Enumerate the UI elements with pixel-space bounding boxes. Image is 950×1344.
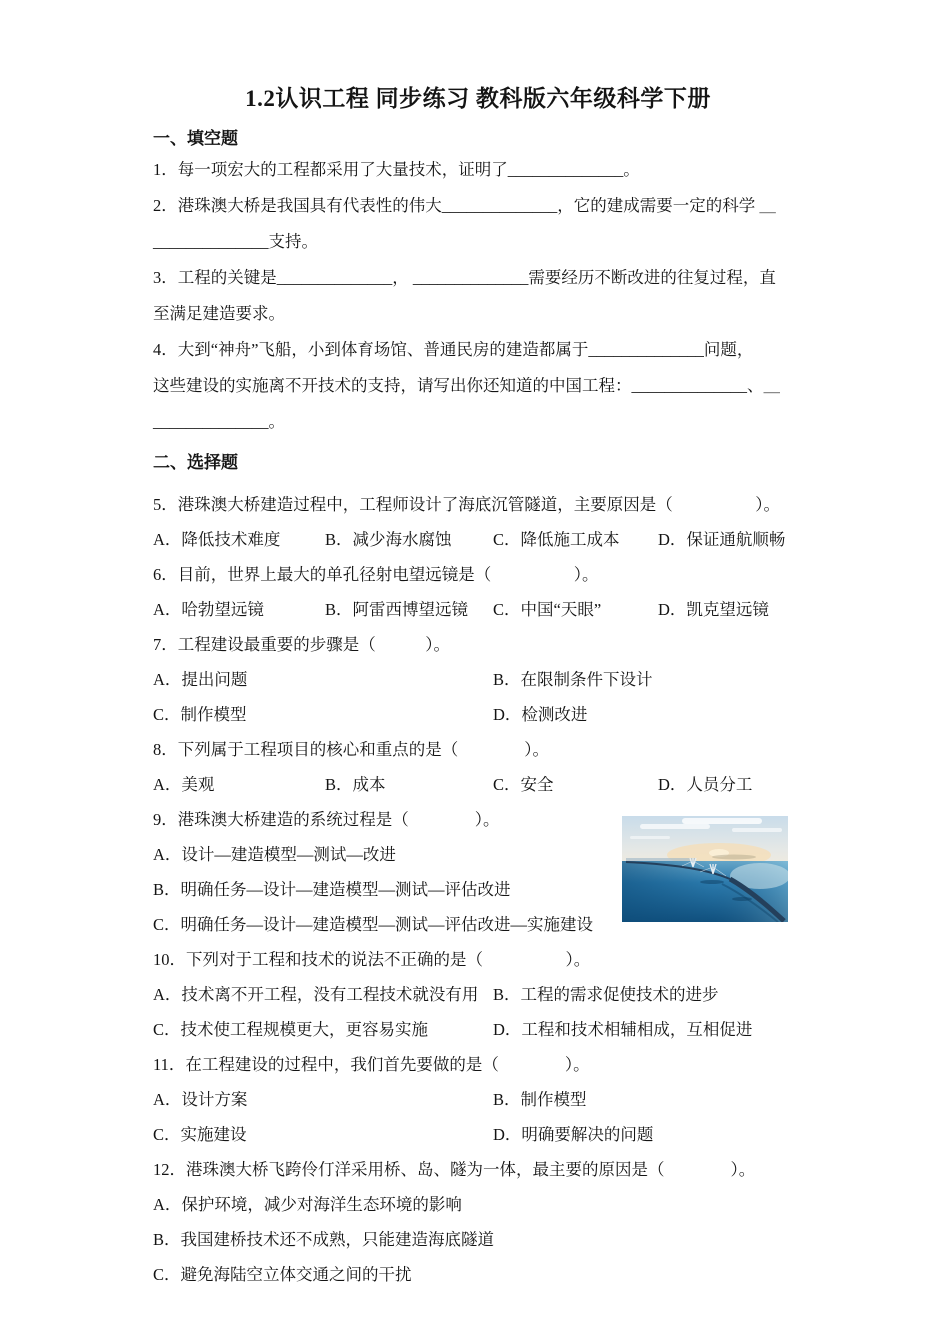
- option-q6-d: D．凯克望远镜: [658, 600, 769, 619]
- question-8-stem: 8．下列属于工程项目的核心和重点的是（ ）。: [153, 740, 549, 759]
- option-q5-a: A．降低技术难度: [153, 530, 281, 549]
- option-q8-c: C．安全: [493, 775, 554, 794]
- option-q12-b: B．我国建桥技术还不成熟，只能建造海底隧道: [153, 1230, 495, 1249]
- option-q10-a: A．技术离不开工程，没有工程技术就没有用: [153, 985, 479, 1004]
- option-q5-c: C．降低施工成本: [493, 530, 620, 549]
- option-q11-a: A．设计方案: [153, 1090, 248, 1109]
- option-q7-b: B．在限制条件下设计: [493, 670, 653, 689]
- option-q11-c: C．实施建设: [153, 1125, 247, 1144]
- option-q6-c: C．中国“天眼”: [493, 600, 602, 619]
- option-q9-a: A．设计—建造模型—测试—改进: [153, 845, 396, 864]
- question-11-options-row-1: [153, 1088, 803, 1123]
- option-q11-d: D．明确要解决的问题: [493, 1125, 654, 1144]
- question-10-stem: 10．下列对于工程和技术的说法不正确的是（ ）。: [153, 950, 591, 969]
- option-q10-c: C．技术使工程规模更大，更容易实施: [153, 1020, 429, 1039]
- question-1-text: 1．每一项宏大的工程都采用了大量技术，证明了______________。: [153, 160, 640, 179]
- question-4-line-1: 4．大到“神舟”飞船，小到体育场馆、普通民房的建造都属于______________问题，: [153, 340, 754, 359]
- option-q5-d: D．保证通航顺畅: [658, 530, 786, 549]
- option-q12-a: A．保护环境，减少对海洋生态环境的影响: [153, 1195, 462, 1214]
- question-11-stem: 11．在工程建设的过程中，我们首先要做的是（ ）。: [153, 1055, 590, 1074]
- question-7-options-row-2: [153, 703, 803, 738]
- option-q6-b: B．阿雷西博望远镜: [325, 600, 469, 619]
- question-2-line-1: 2．港珠澳大桥是我国具有代表性的伟大______________，它的建成需要一定的科学 ＿: [153, 196, 776, 215]
- question-5-options: [153, 528, 803, 563]
- question-5-stem: 5．港珠澳大桥建造过程中，工程师设计了海底沉管隧道，主要原因是（ ）。: [153, 495, 780, 514]
- option-q11-b: B．制作模型: [493, 1090, 587, 1109]
- option-q6-a: A．哈勃望远镜: [153, 600, 264, 619]
- question-9-stem: 9．港珠澳大桥建造的系统过程是（ ）。: [153, 810, 500, 829]
- option-q12-c: C．避免海陆空立体交通之间的干扰: [153, 1265, 412, 1284]
- question-7-stem: 7．工程建设最重要的步骤是（ ）。: [153, 635, 450, 654]
- option-q8-d: D．人员分工: [658, 775, 753, 794]
- option-q10-d: D．工程和技术相辅相成，互相促进: [493, 1020, 753, 1039]
- question-7-options-row-1: [153, 668, 803, 703]
- question-2-line-2: ______________支持。: [153, 232, 318, 251]
- question-12-stem: 12．港珠澳大桥飞跨伶仃洋采用桥、岛、隧为一体，最主要的原因是（ ）。: [153, 1160, 756, 1179]
- document-title: 1.2认识工程 同步练习 教科版六年级科学下册: [245, 86, 711, 111]
- question-3-line-2: 至满足建造要求。: [153, 304, 285, 323]
- option-q7-a: A．提出问题: [153, 670, 248, 689]
- section-heading-fill-in: 一、填空题: [153, 129, 238, 148]
- option-q5-b: B．减少海水腐蚀: [325, 530, 452, 549]
- question-4-line-2: 这些建设的实施离不开技术的支持，请写出你还知道的中国工程：______________、＿: [153, 376, 780, 395]
- option-q8-a: A．美观: [153, 775, 215, 794]
- section-heading-choice: 二、选择题: [153, 453, 238, 472]
- question-10-options-row-2: [153, 1018, 803, 1053]
- option-q9-b: B．明确任务—设计—建造模型—测试—评估改进: [153, 880, 511, 899]
- question-11-options-row-2: [153, 1123, 803, 1158]
- question-8-options: [153, 773, 803, 808]
- bridge-photo-graphic: [622, 816, 788, 922]
- question-6-stem: 6．目前，世界上最大的单孔径射电望远镜是（ ）。: [153, 565, 599, 584]
- option-q8-b: B．成本: [325, 775, 386, 794]
- question-10-options-row-1: [153, 983, 803, 1018]
- option-q10-b: B．工程的需求促使技术的进步: [493, 985, 719, 1004]
- option-q7-d: D．检测改进: [493, 705, 588, 724]
- question-4-line-3: ______________。: [153, 412, 285, 431]
- option-q7-c: C．制作模型: [153, 705, 247, 724]
- bridge-photo: [622, 816, 788, 922]
- option-q9-c: C．明确任务—设计—建造模型—测试—评估改进—实施建设: [153, 915, 594, 934]
- question-6-options: [153, 598, 803, 633]
- question-3-line-1: 3．工程的关键是______________， ______________需要经历不断改进的往复过程，直: [153, 268, 776, 287]
